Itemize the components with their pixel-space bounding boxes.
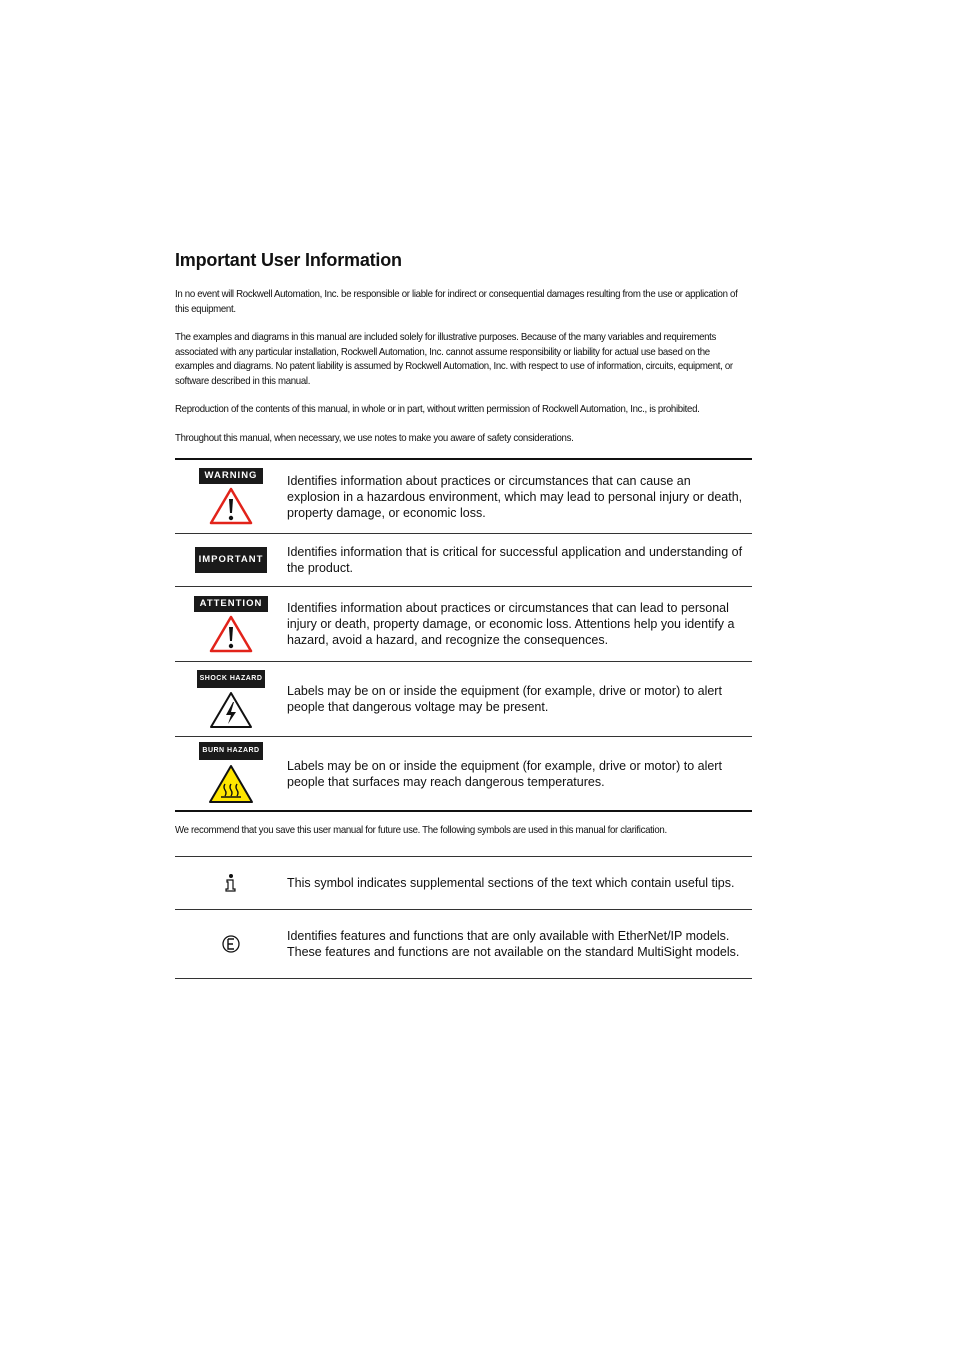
safety-notes-table	[175, 458, 752, 812]
paragraph-reproduction: Reproduction of the contents of this manual, in whole or in part, without written permission of Rockwell Automation, Inc., is prohibited.	[175, 403, 700, 415]
tip-symbol-text: This symbol indicates supplemental sections of the text which contain useful tips.	[287, 876, 735, 890]
user-information-page	[175, 250, 752, 979]
high-voltage-icon	[209, 691, 253, 729]
attention-label: ATTENTION	[194, 596, 269, 612]
safety-row-shock-hazard	[175, 661, 752, 736]
attention-text: Identifies information about practices or circumstances that can lead to personal injury or death, property damage, or economic loss. Attentions help you identify a hazard, avoid a hazard, and recognize the consequences.	[287, 601, 735, 647]
recommendation-text: We recommend that you save this user manual for future use. The following symbols are used in this manual for clarification.	[175, 824, 667, 836]
info-tip-icon	[223, 873, 239, 893]
safety-row-warning	[175, 460, 752, 533]
warning-triangle-icon	[209, 487, 253, 525]
important-text: Identifies information that is critical for successful application and understanding of the product.	[287, 545, 743, 575]
safety-row-burn-hazard	[175, 736, 752, 810]
symbols-table	[175, 856, 752, 979]
burn-hazard-text: Labels may be on or inside the equipment (for example, drive or motor) to alert people that surfaces may reach dangerous temperatures.	[287, 758, 722, 789]
shock-hazard-label: SHOCK HAZARD	[197, 670, 266, 688]
ethernet-ip-icon	[221, 934, 241, 954]
safety-row-important	[175, 533, 752, 586]
paragraph-examples: The examples and diagrams in this manual are included solely for illustrative purposes. Because of the many variables and requirements associated with any particular installation, Rockwell Automation, Inc. cannot assume responsibility or liability for actual use based on the examples and diagrams. No patent liability is assumed by Rockwell Automation, Inc. with respect to use of information, circuits, equipment, or software described in this manual.	[175, 331, 733, 387]
warning-text: Identifies information about practices or circumstances that can cause an explosion in a hazardous environment, which may lead to personal injury or death, property damage, or economic loss.	[287, 473, 743, 520]
paragraph-liability: In no event will Rockwell Automation, Inc. be responsible or liable for indirect or consequential damages resulting from the use or application of this equipment.	[175, 288, 738, 315]
paragraph-safety-intro: Throughout this manual, when necessary, we use notes to make you aware of safety considerations.	[175, 431, 574, 444]
shock-hazard-text: Labels may be on or inside the equipment (for example, drive or motor) to alert people that dangerous voltage may be present.	[287, 684, 722, 714]
hot-surface-icon	[207, 763, 255, 805]
symbol-row-ethernet	[175, 909, 752, 978]
important-label: IMPORTANT	[195, 547, 268, 573]
safety-row-attention	[175, 586, 752, 661]
page-title: Important User Information	[175, 250, 402, 270]
burn-hazard-label: BURN HAZARD	[199, 742, 262, 760]
symbol-row-tip	[175, 857, 752, 909]
warning-triangle-icon	[209, 615, 253, 653]
warning-label: WARNING	[199, 468, 264, 484]
ethernet-symbol-text: Identifies features and functions that are only available with EtherNet/IP models. These features and functions are not available on the standard MultiSight models.	[287, 929, 740, 959]
